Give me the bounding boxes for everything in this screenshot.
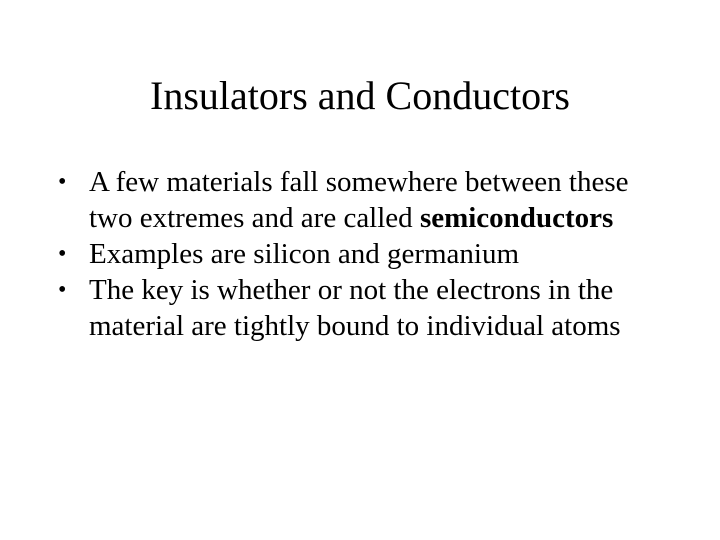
bullet-item: [58, 164, 678, 236]
bullet-item: [58, 236, 678, 272]
bullet-bold-term: semiconductors: [419, 202, 614, 234]
bullet-icon: •: [58, 277, 67, 303]
bullet-icon: •: [58, 241, 67, 267]
bullet-icon: •: [58, 169, 67, 195]
bullet-text: The key is whether or not the electrons in the material are tightly bound to individual atoms: [89, 274, 621, 342]
bullet-item: [58, 272, 678, 344]
bullet-text: A few materials fall somewhere between these two extremes and are called: [89, 166, 629, 234]
bullet-text: Examples are silicon and germanium: [89, 238, 520, 270]
bullet-list: [58, 164, 678, 344]
slide-title: Insulators and Conductors: [150, 73, 570, 118]
